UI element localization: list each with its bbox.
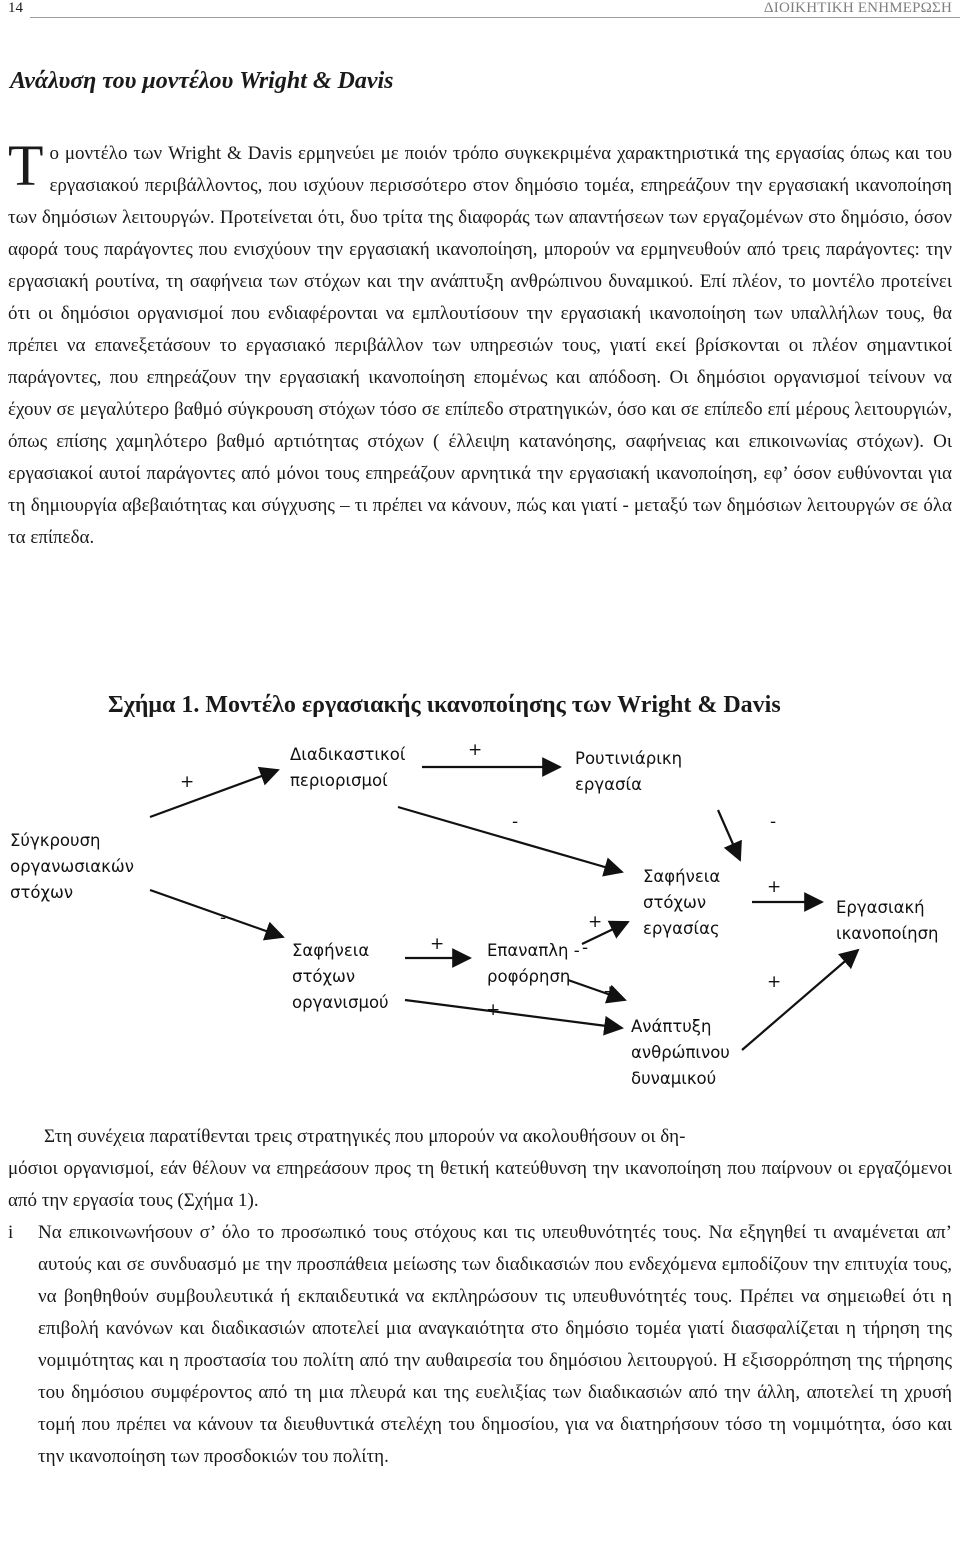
- node-hr-development: Ανάπτυξη ανθρώπινου δυναμικού: [631, 1017, 730, 1088]
- node-org-goal-clarity: Σαφήνεια στόχων οργανισμού: [292, 941, 389, 1012]
- node-job-satisfaction: Εργασιακή ικανοποίηση: [836, 898, 939, 943]
- strategies-intro-first-line: Στη συνέχεια παρατίθενται τρεις στρατηγικές που μπορούν να ακολουθήσουν οι δη-: [44, 1126, 686, 1147]
- sign-constraints-routine: +: [468, 740, 483, 760]
- intro-paragraph: [8, 133, 952, 554]
- figure-caption: Σχήμα 1. Μοντέλο εργασιακής ικανοποίησης των Wright & Davis: [108, 692, 781, 718]
- sign-workclarity-satisfaction: +: [767, 877, 782, 897]
- sign-feedback-minus: -: [582, 938, 589, 958]
- list-item-text: Να επικοινωνήσουν σ’ όλο το προσωπικό τους στόχους και τις υπευθυνότητές τους. Να εξηγηθεί τι αναμένεται απ’ αυτούς και σε συνδυασμό με την προσπάθεια μείωσης των διαδικασιών που ενδεχόμενα εμποδίζουν την επιτυχία τους, να βοηθηθούν συμβουλευτικά ή εκπαιδευτικά να εκπληρώσουν τις υπευθυνότητές τους. Πρέπει να σημειωθεί ότι η επιβολή κανόνων και διαδικασιών αποτελεί μια αναγκαιότητα στο δημόσιο τομέα γιατί διασφαλίζεται η τήρηση της νομιμότητας και η προστασία του πολίτη από την αυθαιρεσία του δημόσιου λειτουργού. Η εξισορρόπηση της τήρησης του δημόσιου συμφέροντος από τη μια πλευρά και της ευελιξίας των διαδικασιών από την άλλη, αποτελεί τη χρυσή τομή που πρέπει να κάνουν τα διευθυντικά στελέχη του δημοσίου, για να διατηρήσουν τόσο τη νομιμότητα, όσο και την ικανοποίηση των προσδοκιών του πολίτη.: [38, 1222, 952, 1467]
- sign-conflict-orgclarity: -: [220, 908, 227, 928]
- header-rule: [30, 17, 960, 18]
- node-routine-work: Ρουτινιάρικη εργασία: [575, 749, 683, 794]
- diagram-arrows: [0, 732, 960, 1092]
- sign-orgclarity-feedback: +: [430, 934, 445, 954]
- section-title: Ανάλυση του μοντέλου Wright & Davis: [10, 68, 394, 94]
- arrow-constraints-to-workclarity: [398, 807, 622, 872]
- sign-conflict-constraints: +: [180, 772, 195, 792]
- sign-orgclarity-hr: +: [486, 1000, 501, 1020]
- sign-routine-workclarity: -: [770, 812, 777, 832]
- arrow-conflict-to-orgclarity: [150, 890, 283, 937]
- node-goal-conflict: Σύγκρουση οργανωσιακών στόχων: [10, 831, 134, 902]
- arrow-routine-to-workclarity: [718, 810, 740, 860]
- arrow-hr-to-satisfaction: [742, 950, 858, 1050]
- arrow-conflict-to-constraints: [150, 770, 278, 817]
- sign-hr-satisfaction: +: [767, 972, 782, 992]
- sign-feedback-workclarity: +: [588, 912, 603, 932]
- running-title: ΔΙΟΙΚΗΤΙΚΗ ΕΝΗΜΕΡΩΣΗ: [763, 0, 952, 16]
- page-number: 14: [8, 0, 23, 16]
- node-feedback: Επαναπλη - ροφόρηση: [487, 941, 580, 986]
- list-marker: i: [8, 1222, 14, 1243]
- strategies-intro-paragraph: [8, 1121, 952, 1217]
- node-procedural-constraints: Διαδικαστικοί περιορισμοί: [290, 745, 406, 790]
- page-header: [0, 0, 960, 24]
- strategies-intro-rest: μόσιοι οργανισμοί, εάν θέλουν να επηρεάσουν προς τη θετική κατεύθυνση την ικανοποίηση που παίρνουν οι εργαζόμενοι από την εργασία τους (Σχήμα 1).: [8, 1158, 952, 1211]
- sign-constraints-workclarity: -: [512, 812, 519, 832]
- intro-text: ο μοντέλο των Wright & Davis ερμηνεύει με ποιόν τρόπο συγκεκριμένα χαρακτηριστικά της εργασίας όπως και του εργασιακού περιβάλλοντος, που ισχύουν περισσότερο στον δημόσιο τομέα, επηρεάζουν την εργασιακή ικανοποίηση των δημόσιων λειτουργών. Προτείνεται ότι, δυο τρίτα της διαφοράς των απαντήσεων των εργαζομένων στο δημόσιο, όσον αφορά τους παράγοντες που ενισχύουν την εργασιακή ικανοποίηση, μπορούν να ερμηνευθούν από τρεις παράγοντες: την εργασιακή ρουτίνα, τη σαφήνεια των στόχων και την ανάπτυξη ανθρώπινου δυναμικού. Επί πλέον, το μοντέλο προτείνει ότι οι δημόσιοι οργανισμοί που ενδιαφέρονται να εμπλουτίσουν την εργασιακή ικανοποίηση των υπαλλήλων τους, θα πρέπει να επανεξετάσουν το εργασιακό περιβάλλον των υπηρεσιών τους, γιατί εκεί βρίσκονται οι πλέον σημαντικοί παράγοντες, που επηρεάζουν την εργασιακή ικανοποίηση επομένως και απόδοση. Οι δημόσιοι οργανισμοί τείνουν να έχουν σε μεγαλύτερο βαθμό σύγκρουση στόχων τόσο σε επίπεδο στρατηγικών, όσο και σε επίπεδο επί μέρους λειτουργιών, όπως επίσης χαμηλότερο βαθμό αρτιότητας στόχων ( έλλειψη κατανόησης, σαφήνειας και επικοινωνίας στόχων). Οι εργασιακοί αυτοί παράγοντες από μόνοι τους επηρεάζουν αρνητικά την εργασιακή ικανοποίηση, εφ’ όσον ευθύνονται για τη δημιουργία αβεβαιότητας και σύγχυσης – τι πρέπει να κάνουν, πώς και γιατί - μεταξύ των δημόσιων λειτουργών σε όλα τα επίπεδα.: [8, 143, 952, 548]
- sign-feedback-hr: +: [603, 982, 618, 1002]
- arrow-orgclarity-to-hr: [405, 1000, 622, 1028]
- drop-cap: Τ: [8, 133, 44, 198]
- node-work-goal-clarity: Σαφήνεια στόχων εργασίας: [643, 867, 721, 938]
- model-diagram: [0, 732, 960, 1092]
